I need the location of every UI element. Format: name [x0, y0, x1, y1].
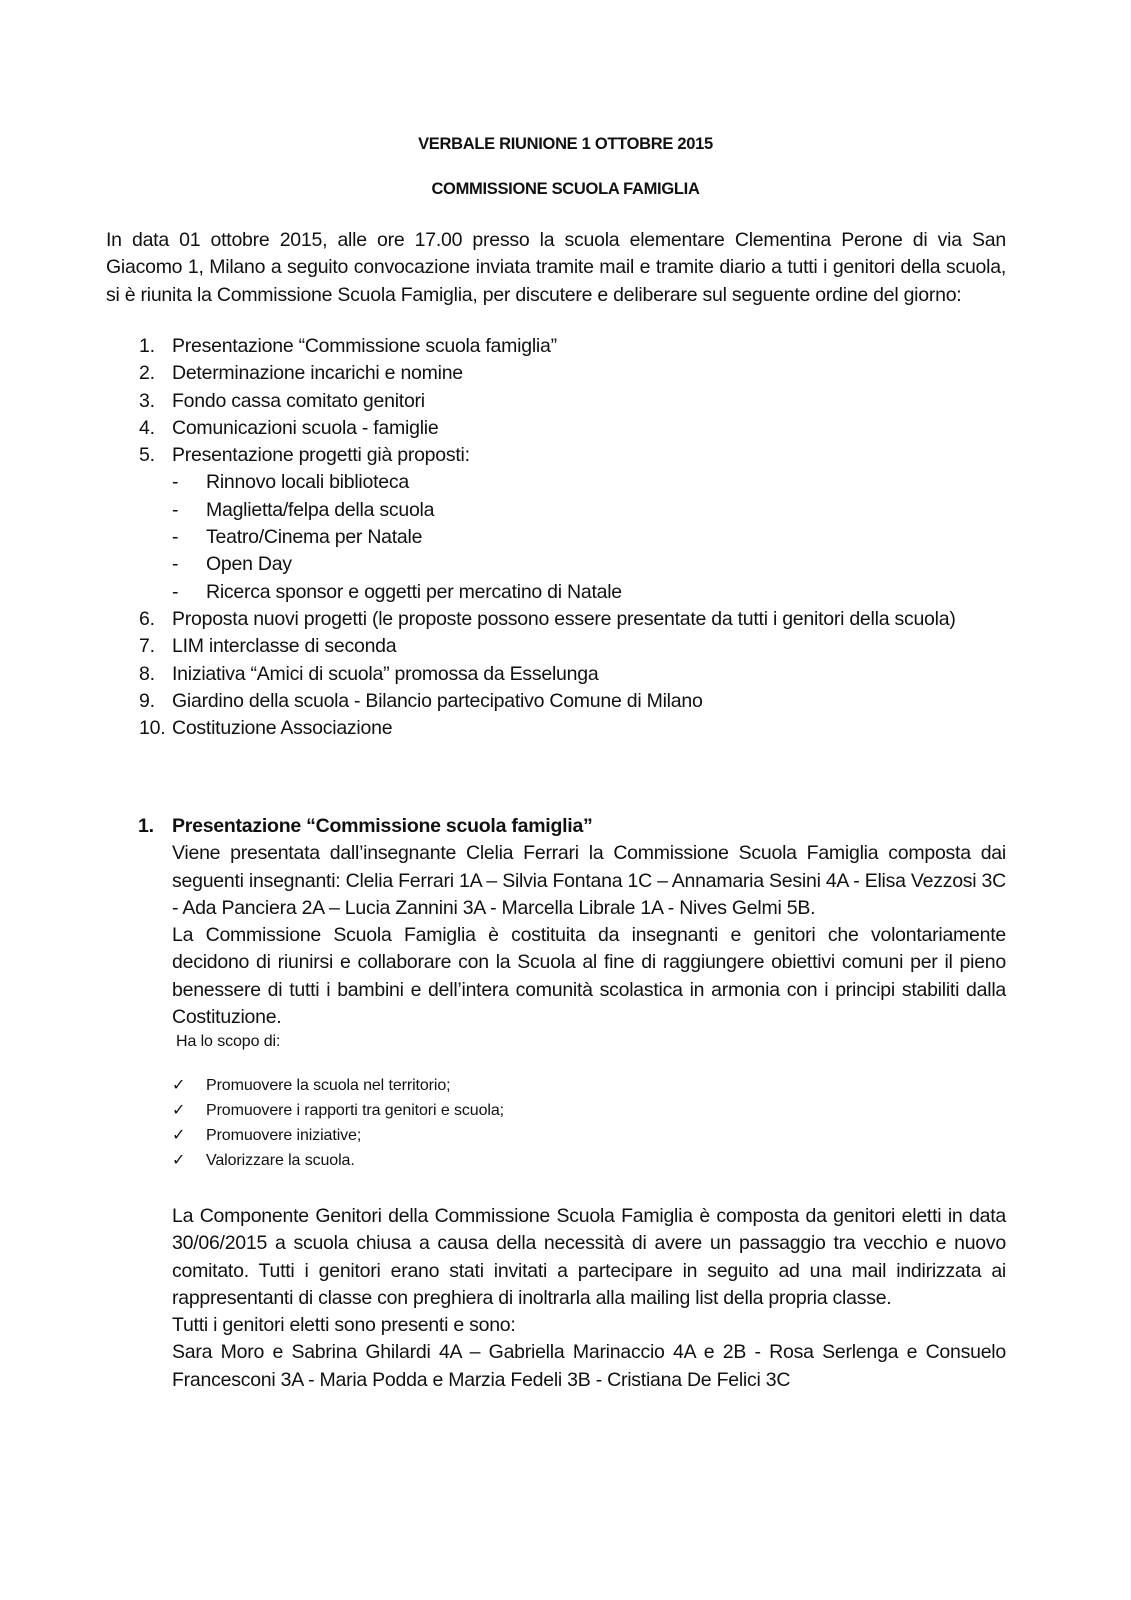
purpose-text: Promuovere la scuola nel territorio;	[206, 1077, 451, 1094]
checkmark-icon: ✓	[172, 1102, 186, 1119]
dash-bullet: -	[172, 553, 179, 576]
agenda-item	[106, 415, 1006, 442]
checkmark-icon: ✓	[172, 1077, 186, 1094]
agenda-text: Costituzione Associazione	[172, 717, 393, 740]
purpose-text: Promuovere i rapporti tra genitori e scuola;	[206, 1102, 504, 1119]
agenda-subitem-text: Ricerca sponsor e oggetti per mercatino di Natale	[206, 580, 622, 603]
document-subtitle: COMMISSIONE SCUOLA FAMIGLIA	[431, 180, 700, 198]
parents-section	[172, 1203, 1006, 1394]
agenda-text: Presentazione progetti già proposti:	[172, 444, 470, 467]
intro-text: In data 01 ottobre 2015, alle ore 17.00 presso la scuola elementare Clementina Perone di via San Giacomo 1, Milano a seguito convocazione inviata tramite mail e tramite diario a tutti i genitori della scuola, si è riunita la Commissione Scuola Famiglia, per discutere e deliberare sul seguente ordine del giorno:	[106, 229, 1006, 306]
agenda-text: Proposta nuovi progetti (le proposte possono essere presentate da tutti i genitori della scuola)	[172, 607, 956, 630]
agenda-number: 1.	[139, 335, 155, 357]
purpose-list	[172, 1073, 504, 1173]
agenda-text: Determinazione incarichi e nomine	[172, 362, 463, 385]
agenda-item	[106, 442, 1006, 469]
parents-paragraph: La Componente Genitori della Commissione Scuola Famiglia è composta da genitori eletti in data 30/06/2015 a scuola chiusa a causa della necessità di avere un passaggio tra vecchio e nuovo comitato. Tutti i genitori erano stati invitati a partecipare in seguito ad una mail indirizzata ai rappresentanti di classe con preghiera di inoltrarla alla mailing list della propria classe.	[172, 1205, 1006, 1309]
document-title: VERBALE RIUNIONE 1 OTTOBRE 2015	[418, 135, 713, 153]
section-paragraph: La Commissione Scuola Famiglia è costituita da insegnanti e genitori che volontariamente decidono di riunirsi e collaborare con la Scuola al fine di raggiungere obiettivi comuni per il pieno benessere di tutti i bambini e dell’intera comunità scolastica in armonia con i principi stabiliti dalla Costituzione.	[172, 924, 1006, 1029]
purpose-item	[172, 1098, 504, 1123]
purpose-item	[172, 1073, 504, 1098]
parents-intro: Tutti i genitori eletti sono presenti e sono:	[172, 1314, 516, 1337]
section-heading	[138, 813, 1006, 840]
agenda-item	[106, 606, 1006, 633]
agenda-item	[106, 360, 1006, 387]
agenda-subitem	[106, 579, 1006, 606]
agenda-number: 3.	[139, 389, 155, 412]
section-title: Presentazione “Commissione scuola famiglia”	[172, 815, 593, 837]
dash-bullet: -	[172, 498, 179, 521]
agenda-number: 4.	[139, 416, 155, 439]
agenda-subitem	[106, 497, 1006, 524]
agenda-item	[106, 688, 1006, 715]
section-number: 1.	[138, 815, 154, 837]
agenda-number: 7.	[139, 635, 155, 658]
agenda-list	[106, 333, 1006, 742]
parents-list: Sara Moro e Sabrina Ghilardi 4A – Gabriella Marinaccio 4A e 2B - Rosa Serlenga e Consuelo Francesconi 3A - Maria Podda e Marzia Fedeli 3B - Cristiana De Felici 3C	[172, 1341, 1006, 1391]
agenda-number: 5.	[139, 444, 155, 467]
agenda-number: 2.	[139, 362, 155, 385]
purpose-text: Valorizzare la scuola.	[206, 1152, 355, 1169]
checkmark-icon: ✓	[172, 1127, 186, 1144]
agenda-subitem-text: Maglietta/felpa della scuola	[206, 498, 435, 521]
agenda-number: 9.	[139, 689, 155, 712]
agenda-item	[106, 388, 1006, 415]
purpose-item	[172, 1148, 504, 1173]
agenda-text: Comunicazioni scuola - famiglie	[172, 416, 439, 439]
checkmark-icon: ✓	[172, 1152, 186, 1169]
agenda-subitem-text: Rinnovo locali biblioteca	[206, 471, 409, 494]
agenda-text: Presentazione “Commissione scuola famiglia”	[172, 335, 557, 357]
dash-bullet: -	[172, 471, 179, 494]
agenda-item	[106, 633, 1006, 660]
dash-bullet: -	[172, 526, 179, 549]
agenda-subitem	[106, 469, 1006, 496]
agenda-subitem-text: Open Day	[206, 553, 292, 576]
agenda-number: 10.	[139, 717, 166, 740]
section-paragraph: Viene presentata dall’insegnante Clelia Ferrari la Commissione Scuola Famiglia composta dai seguenti insegnanti: Clelia Ferrari 1A – Silvia Fontana 1C – Annamaria Sesini 4A - Elisa Vezzosi 3C - Ada Panciera 2A – Lucia Zannini 3A - Marcella Librale 1A - Nives Gelmi 5B.	[172, 842, 1006, 919]
agenda-subitem	[106, 524, 1006, 551]
agenda-item	[106, 333, 1006, 360]
agenda-item	[106, 715, 1006, 742]
agenda-subitem	[106, 551, 1006, 578]
purpose-text: Promuovere iniziative;	[206, 1127, 362, 1144]
agenda-number: 6.	[139, 607, 155, 630]
agenda-text: Iniziativa “Amici di scuola” promossa da Esselunga	[172, 662, 599, 685]
dash-bullet: -	[172, 580, 179, 603]
agenda-subitem-text: Teatro/Cinema per Natale	[206, 526, 423, 549]
agenda-text: Fondo cassa comitato genitori	[172, 389, 425, 412]
intro-paragraph	[106, 227, 1006, 309]
section-1	[138, 813, 1006, 1053]
agenda-item	[106, 661, 1006, 688]
purpose-item	[172, 1123, 504, 1148]
agenda-text: Giardino della scuola - Bilancio partecipativo Comune di Milano	[172, 689, 703, 712]
agenda-number: 8.	[139, 662, 155, 685]
agenda-text: LIM interclasse di seconda	[172, 635, 397, 658]
purpose-intro: Ha lo scopo di:	[176, 1033, 281, 1051]
